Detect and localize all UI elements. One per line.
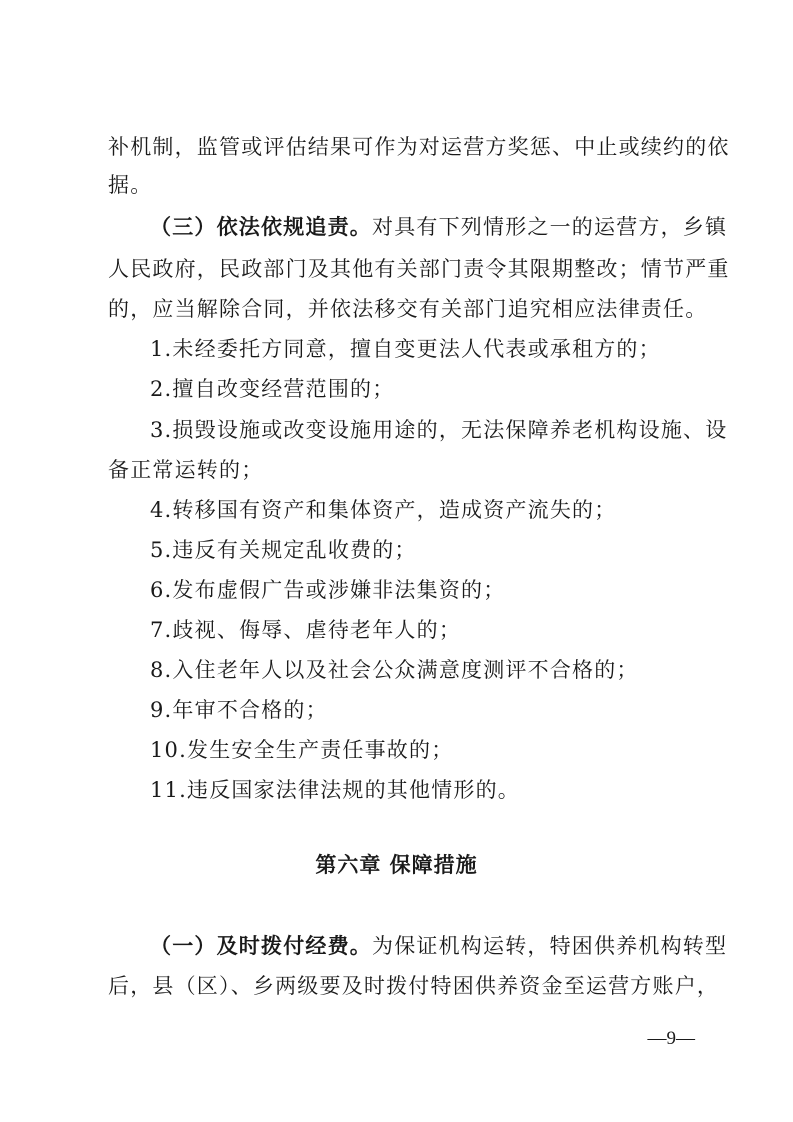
- list-item: 3.损毁设施或改变设施用途的，无法保障养老机构设施、设: [150, 418, 728, 442]
- list-item-continuation: 备正常运转的；: [108, 458, 264, 482]
- section-lead: （三）依法依规追责。: [150, 214, 372, 239]
- list-item: 8.入住老年人以及社会公众满意度测评不合格的；: [150, 658, 639, 682]
- list-item: 11.违反国家法律法规的其他情形的。: [150, 778, 520, 802]
- paragraph-line: [150, 932, 727, 960]
- section-lead: （一）及时拨付经费。: [150, 933, 372, 958]
- paragraph-line: 人民政府，民政部门及其他有关部门责令其限期整改；情节严重: [108, 257, 730, 281]
- list-item: 7.歧视、侮辱、虐待老年人的；: [150, 618, 462, 642]
- page-number: —9—: [647, 1028, 695, 1049]
- list-item: 10.发生安全生产责任事故的；: [150, 738, 454, 762]
- paragraph-line: 补机制，监管或评估结果可作为对运营方奖惩、中止或续约的依: [108, 135, 730, 159]
- paragraph-line: [150, 213, 727, 241]
- chapter-heading: 第六章 保障措施: [315, 853, 478, 877]
- paragraph-line: 的，应当解除合同，并依法移交有关部门追究相应法律责任。: [108, 297, 708, 321]
- paragraph-text: 对具有下列情形之一的运营方，乡镇: [372, 215, 728, 239]
- list-item: 2.擅自改变经营范围的；: [150, 377, 395, 401]
- list-item: 5.违反有关规定乱收费的；: [150, 538, 417, 562]
- list-item: 1.未经委托方同意，擅自变更法人代表或承租方的；: [150, 337, 661, 361]
- paragraph-line: 后，县（区）、乡两级要及时拨付特困供养资金至运营方账户，: [108, 974, 720, 998]
- paragraph-line: 据。: [108, 173, 153, 197]
- list-item: 9.年审不合格的；: [150, 698, 328, 722]
- paragraph-text: 为保证机构运转，特困供养机构转型: [372, 934, 728, 958]
- list-item: 6.发布虚假广告或涉嫌非法集资的；: [150, 578, 506, 602]
- list-item: 4.转移国有资产和集体资产，造成资产流失的；: [150, 498, 617, 522]
